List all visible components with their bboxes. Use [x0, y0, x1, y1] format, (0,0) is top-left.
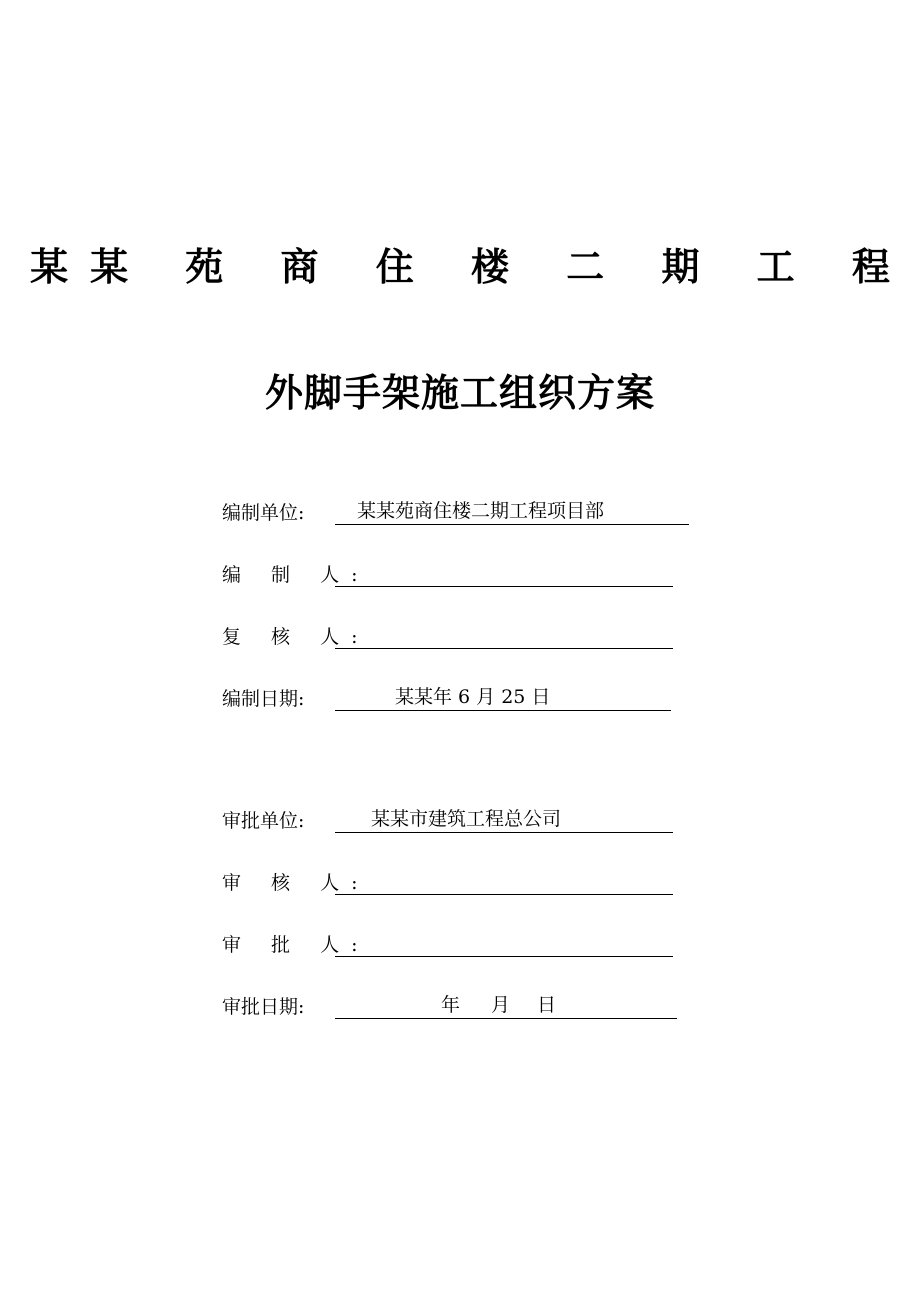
document-subtitle: 外脚手架施工组织方案 — [264, 370, 655, 415]
prep-date-value: 某某年 6 月 25 日 — [395, 686, 551, 708]
approval-date-month: 月 — [491, 994, 511, 1016]
prep-unit-label: 编制单位: — [222, 502, 305, 524]
prep-unit-line[interactable] — [335, 498, 689, 525]
approval-unit-label: 审批单位: — [222, 810, 305, 832]
approval-date-line[interactable] — [335, 992, 677, 1019]
prep-unit-value: 某某苑商住楼二期工程项目部 — [357, 500, 605, 522]
preparer-label: 编 制 人: — [222, 564, 370, 586]
approval-unit-value: 某某市建筑工程总公司 — [371, 808, 562, 830]
prep-date-label: 编制日期: — [222, 688, 305, 710]
prep-reviewer-label: 复 核 人: — [222, 626, 370, 648]
prep-reviewer-line[interactable] — [335, 622, 673, 649]
approval-date-label: 审批日期: — [222, 996, 305, 1018]
document-title: 某某 苑 商 住 楼 二 期 工 程 — [30, 244, 912, 289]
approval-reviewer-line[interactable] — [335, 868, 673, 895]
approval-unit-line[interactable] — [335, 806, 673, 833]
approval-reviewer-label: 审 核 人: — [222, 872, 370, 894]
approver-label: 审 批 人: — [222, 934, 370, 956]
approval-date-year: 年 — [441, 994, 461, 1016]
prep-date-line[interactable] — [335, 684, 671, 711]
approver-line[interactable] — [335, 930, 673, 957]
approval-date-day: 日 — [537, 994, 557, 1016]
preparer-line[interactable] — [335, 560, 673, 587]
